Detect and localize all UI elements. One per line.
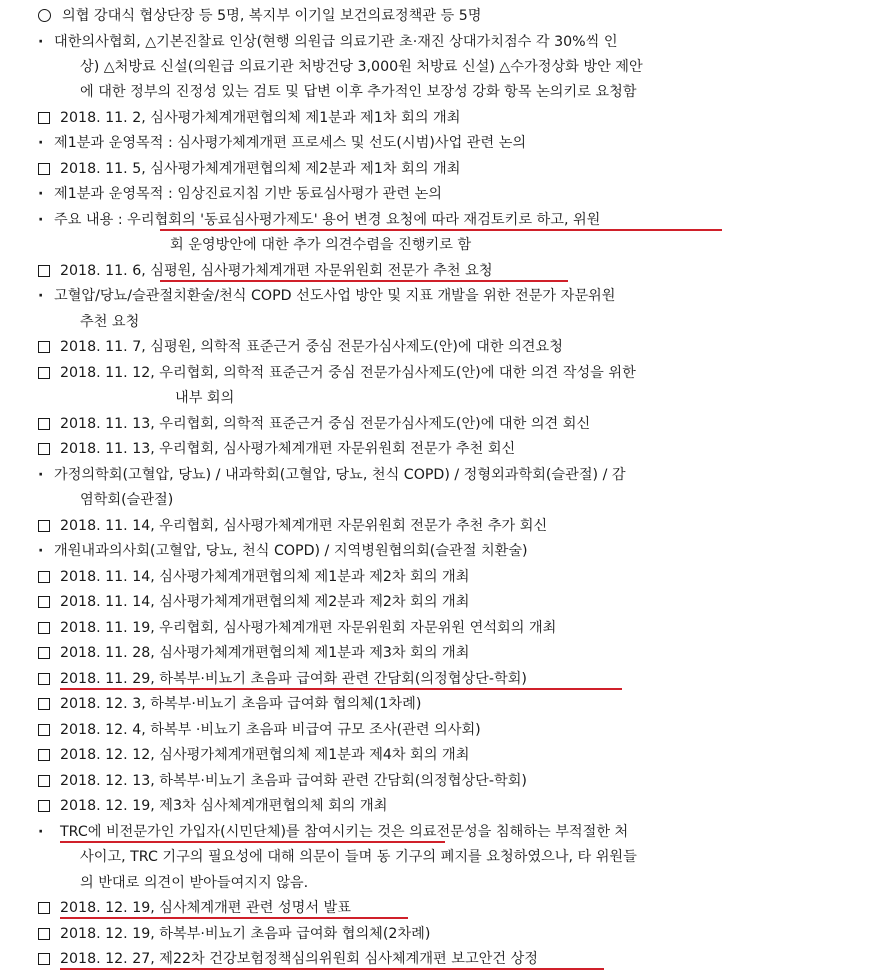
text-line: [0, 310, 889, 334]
line-text: 의협 강대식 협상단장 등 5명, 복지부 이기일 보건의료정책관 등 5명: [62, 8, 482, 24]
text-line: [0, 845, 889, 869]
checkbox-bullet-icon: [38, 367, 50, 379]
red-underline-highlight: [60, 968, 604, 970]
dot-bullet: ·: [38, 186, 44, 202]
line-text: 2018. 11. 13, 우리협회, 심사평가체계개편 자문위원회 전문가 추천 회신: [60, 441, 516, 457]
text-line: [0, 437, 889, 461]
text-line: [0, 182, 889, 206]
checkbox-bullet-icon: [38, 622, 50, 634]
line-text: 2018. 11. 12, 우리협회, 의학적 표준근거 중심 전문가심사제도(안)에 대한 의견 작성을 위한: [60, 365, 636, 381]
text-line: [0, 80, 889, 104]
line-text: 염학회(슬관절): [80, 492, 174, 508]
checkbox-bullet-icon: [38, 673, 50, 685]
text-line: [0, 30, 889, 54]
dot-bullet: ·: [38, 135, 44, 151]
text-line: [0, 55, 889, 79]
checkbox-bullet-icon: [38, 418, 50, 430]
line-text: 대한의사협회, △기본진찰료 인상(현행 의원급 의료기관 초·재진 상대가치점수 각 30%씩 인: [54, 34, 618, 50]
checkbox-bullet-icon: [38, 749, 50, 761]
line-text: 2018. 11. 5, 심사평가체계개편협의체 제2분과 제1차 회의 개최: [60, 161, 461, 177]
checkbox-bullet-icon: [38, 724, 50, 736]
text-line: [0, 922, 889, 946]
line-text: 2018. 11. 14, 심사평가체계개편협의체 제1분과 제2차 회의 개최: [60, 569, 470, 585]
text-line: [0, 743, 889, 767]
line-text: 2018. 12. 19, 제3차 심사체계개편협의체 회의 개최: [60, 798, 388, 814]
text-line: [0, 692, 889, 716]
checkbox-bullet-icon: [38, 775, 50, 787]
checkbox-bullet-icon: [38, 596, 50, 608]
line-text: 2018. 12. 3, 하복부·비뇨기 초음파 급여화 협의체(1차례): [60, 696, 422, 712]
line-text: 2018. 11. 14, 우리협회, 심사평가체계개편 자문위원회 전문가 추천 추가 회신: [60, 518, 548, 534]
line-text: 가정의학회(고혈압, 당뇨) / 내과학회(고혈압, 당뇨, 천식 COPD) / 정형외과학회(슬관절) / 감: [54, 467, 626, 483]
text-line: [0, 335, 889, 359]
line-text: 추천 요청: [80, 314, 140, 330]
line-text: 개원내과의사회(고혈압, 당뇨, 천식 COPD) / 지역병원협의회(슬관절 치환술): [54, 543, 528, 559]
text-line: [0, 539, 889, 563]
checkbox-bullet-icon: [38, 647, 50, 659]
line-text: 의 반대로 의견이 받아들여지지 않음.: [80, 875, 309, 891]
line-text: 2018. 12. 13, 하복부·비뇨기 초음파 급여화 관련 간담회(의정협상단-학회): [60, 773, 527, 789]
text-line: [0, 718, 889, 742]
checkbox-bullet-icon: [38, 163, 50, 175]
line-text: 에 대한 정부의 진정성 있는 검토 및 답변 이후 추가적인 보장성 강화 항목 논의키로 요청함: [80, 84, 637, 100]
text-line: [0, 514, 889, 538]
text-line: [0, 4, 889, 28]
line-text: 2018. 11. 2, 심사평가체계개편협의체 제1분과 제1차 회의 개최: [60, 110, 461, 126]
line-text: 2018. 11. 13, 우리협회, 의학적 표준근거 중심 전문가심사제도(안)에 대한 의견 회신: [60, 416, 591, 432]
text-line: [0, 794, 889, 818]
text-line: [0, 131, 889, 155]
line-text: 2018. 11. 28, 심사평가체계개편협의체 제1분과 제3차 회의 개최: [60, 645, 470, 661]
checkbox-bullet-icon: [38, 112, 50, 124]
text-line: [0, 641, 889, 665]
checkbox-bullet-icon: [38, 902, 50, 914]
checkbox-bullet-icon: [38, 520, 50, 532]
text-line: [0, 157, 889, 181]
dot-bullet: ·: [38, 543, 44, 559]
dot-bullet: ·: [38, 288, 44, 304]
red-underline-highlight: [60, 688, 622, 690]
line-text: 2018. 12. 19, 하복부·비뇨기 초음파 급여화 협의체(2차례): [60, 926, 431, 942]
dot-bullet: ·: [38, 467, 44, 483]
checkbox-bullet-icon: [38, 800, 50, 812]
line-text: 2018. 12. 27, 제22차 건강보험정책심의위원회 심사체계개편 보고안건 상정: [60, 951, 538, 967]
text-line: [0, 871, 889, 895]
text-line: [0, 106, 889, 130]
text-line: [0, 769, 889, 793]
red-underline-highlight: [160, 280, 568, 282]
line-text: 2018. 12. 4, 하복부 ·비뇨기 초음파 비급여 규모 조사(관련 의사회): [60, 722, 481, 738]
line-text: 제1분과 운영목적 : 심사평가체계개편 프로세스 및 선도(시범)사업 관련 논의: [54, 135, 527, 151]
line-text: 2018. 11. 19, 우리협회, 심사평가체계개편 자문위원회 자문위원 연석회의 개최: [60, 620, 557, 636]
red-underline-highlight: [60, 917, 408, 919]
checkbox-bullet-icon: [38, 571, 50, 583]
dot-bullet: ·: [38, 212, 44, 228]
line-text: 주요 내용 : 우리협회의 '동료심사평가제도' 용어 변경 요청에 따라 재검토키로 하고, 위원: [54, 212, 601, 228]
text-line: [0, 412, 889, 436]
red-underline-highlight: [160, 229, 722, 231]
line-text: 2018. 11. 14, 심사평가체계개편협의체 제2분과 제2차 회의 개최: [60, 594, 470, 610]
line-text: 2018. 11. 6, 심평원, 심사평가체계개편 자문위원회 전문가 추천 요청: [60, 263, 493, 279]
text-line: [0, 616, 889, 640]
line-text: 2018. 11. 29, 하복부·비뇨기 초음파 급여화 관련 간담회(의정협상단-학회): [60, 671, 527, 687]
checkbox-bullet-icon: [38, 698, 50, 710]
line-text: 내부 회의: [175, 390, 235, 406]
line-text: 고혈압/당뇨/슬관절치환술/천식 COPD 선도사업 방안 및 지표 개발을 위한 전문가 자문위원: [54, 288, 616, 304]
checkbox-bullet-icon: [38, 341, 50, 353]
dot-bullet: ·: [38, 34, 44, 50]
line-text: TRC에 비전문가인 가입자(시민단체)를 참여시키는 것은 의료전문성을 침해하는 부적절한 처: [60, 824, 629, 840]
text-line: [0, 233, 889, 257]
text-line: [0, 361, 889, 385]
text-line: [0, 565, 889, 589]
line-text: 2018. 12. 19, 심사체계개편 관련 성명서 발표: [60, 900, 351, 916]
line-text: 2018. 11. 7, 심평원, 의학적 표준근거 중심 전문가심사제도(안)에 대한 의견요청: [60, 339, 563, 355]
text-line: [0, 386, 889, 410]
text-line: [0, 488, 889, 512]
checkbox-bullet-icon: [38, 443, 50, 455]
dot-bullet: ·: [38, 824, 44, 840]
checkbox-bullet-icon: [38, 953, 50, 965]
text-line: [0, 463, 889, 487]
checkbox-bullet-icon: [38, 265, 50, 277]
line-text: 제1분과 운영목적 : 임상진료지침 기반 동료심사평가 관련 논의: [54, 186, 443, 202]
red-underline-highlight: [60, 841, 445, 843]
circle-bullet-icon: [38, 9, 51, 22]
line-text: 2018. 12. 12, 심사평가체계개편협의체 제1분과 제4차 회의 개최: [60, 747, 470, 763]
line-text: 회 운영방안에 대한 추가 의견수렴을 진행키로 함: [170, 237, 472, 253]
line-text: 상) △처방료 신설(의원급 의료기관 처방건당 3,000원 처방료 신설) △수가정상화 방안 제안: [80, 59, 643, 75]
line-text: 사이고, TRC 기구의 필요성에 대해 의문이 들며 동 기구의 폐지를 요청하였으나, 타 위원들: [80, 849, 637, 865]
text-line: [0, 590, 889, 614]
checkbox-bullet-icon: [38, 928, 50, 940]
text-line: [0, 284, 889, 308]
